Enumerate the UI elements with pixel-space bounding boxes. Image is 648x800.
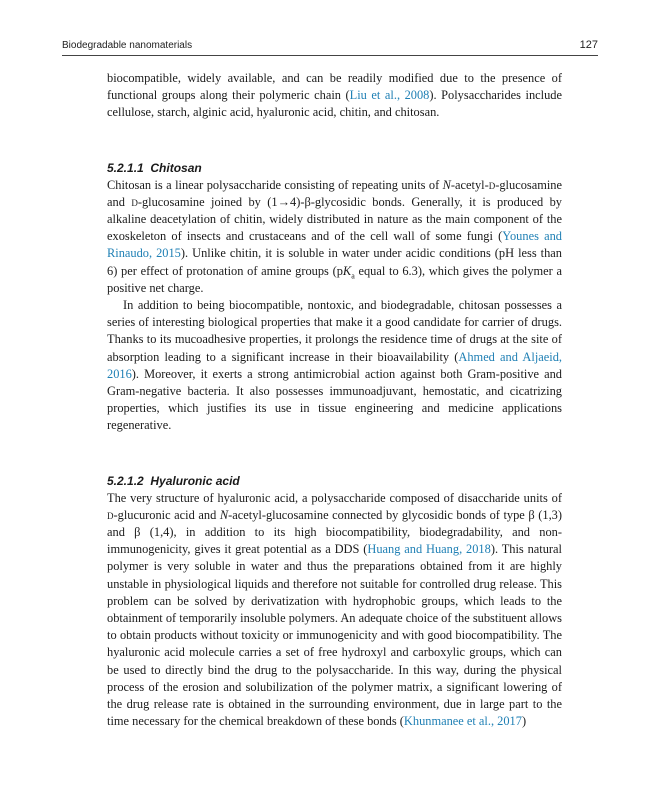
page-body: [107, 70, 562, 731]
paragraph: In addition to being biocompatible, nontoxic, and biodegradable, chitosan possesses a series of interesting biological properties that make it a good candidate for carrier of drugs. Thanks to its mucoadhesive properties, it prolongs the residence time of drugs at the site of absorption leading to a significant increase in their bioavailability (Ahmed and Aljaeid, 2016). Moreover, it exerts a strong antimicrobial action against both Gram-positive and Gram-negative bacteria. It also possesses immunoadjuvant, hemostatic, and cicatrizing properties, which justifies its use in tissue engineering and medicine applications regenerative.: [107, 298, 562, 433]
running-title: Biodegradable nanomaterials: [62, 40, 193, 51]
paragraph: The very structure of hyaluronic acid, a polysaccharide composed of disaccharide units of d-glucuronic acid and N-acetyl-glucosamine connected by glycosidic bonds of type β (1,3) and β (1,4), in addition to its high biocompatibility, biodegradability, and non-immunogenicity, gives it great potential as a DDS (Huang and Huang, 2018). This natural polymer is very soluble in water and thus the preparations obtained from it are highly unstable in physiological liquids and therefore not suitable for controlled drug release. This problem can be solved by derivatization with hydrophobic groups, which leads to the obtainment of temporarily insoluble polymers. An adequate choice of the substituent allows to obtain products without toxicity or immunogenicity and with good biocompatibility. The hyaluronic acid molecule carries a set of free hydroxyl and carboxylic groups, which can be used to directly bind the drug to the polysaccharide. In this way, during the physical process of the erosion and solubilization of the polymer matrix, a significant lowering of the drug release rate is obtained in the surrounding environment, due in large part to the time necessary for the chemical breakdown of these bonds (Khunmanee et al., 2017): [107, 490, 562, 729]
section-hyaluronic-acid: [107, 473, 562, 731]
citation-link[interactable]: Huang and Huang, 2018: [367, 542, 491, 557]
page-number: 127: [579, 39, 598, 51]
section-heading: 5.2.1.2 Hyaluronic acid: [107, 473, 240, 488]
citation-link[interactable]: Liu et al., 2008: [349, 88, 430, 103]
paragraph: Chitosan is a linear polysaccharide consisting of repeating units of N-acetyl-d-glucosamine and d-glucosamine joined by (1→4)-β-glycosidic bonds. Generally, it is produced by alkaline deacetylation of chitin, widely distributed in nature as the main component of the exoskeleton of insects and crustaceans and of the cell wall of some fungi (Younes and Rinaudo, 2015). Unlike chitin, it is soluble in water under acidic conditions (pH less than 6) per effect of protonation of amine groups ($pK_a$ equal to 6.3), which gives the polymer a positive net charge.: [107, 177, 563, 295]
intro-paragraph: biocompatible, widely available, and can be readily modified due to the presence of functional groups along their polymeric chain (Liu et al., 2008). Polysaccharides include cellulose, starch, alginic acid, hyaluronic acid, chitin, and chitosan.: [107, 71, 562, 120]
header-rule: [62, 55, 598, 56]
section-heading: 5.2.1.1 Chitosan: [107, 160, 202, 175]
section-chitosan: [107, 160, 562, 435]
citation-link[interactable]: Khunmanee et al., 2017: [403, 714, 522, 729]
citation-link[interactable]: Younes and Rinaudo, 2015: [107, 229, 562, 261]
citation-link[interactable]: Ahmed and Aljaeid, 2016: [107, 349, 562, 381]
